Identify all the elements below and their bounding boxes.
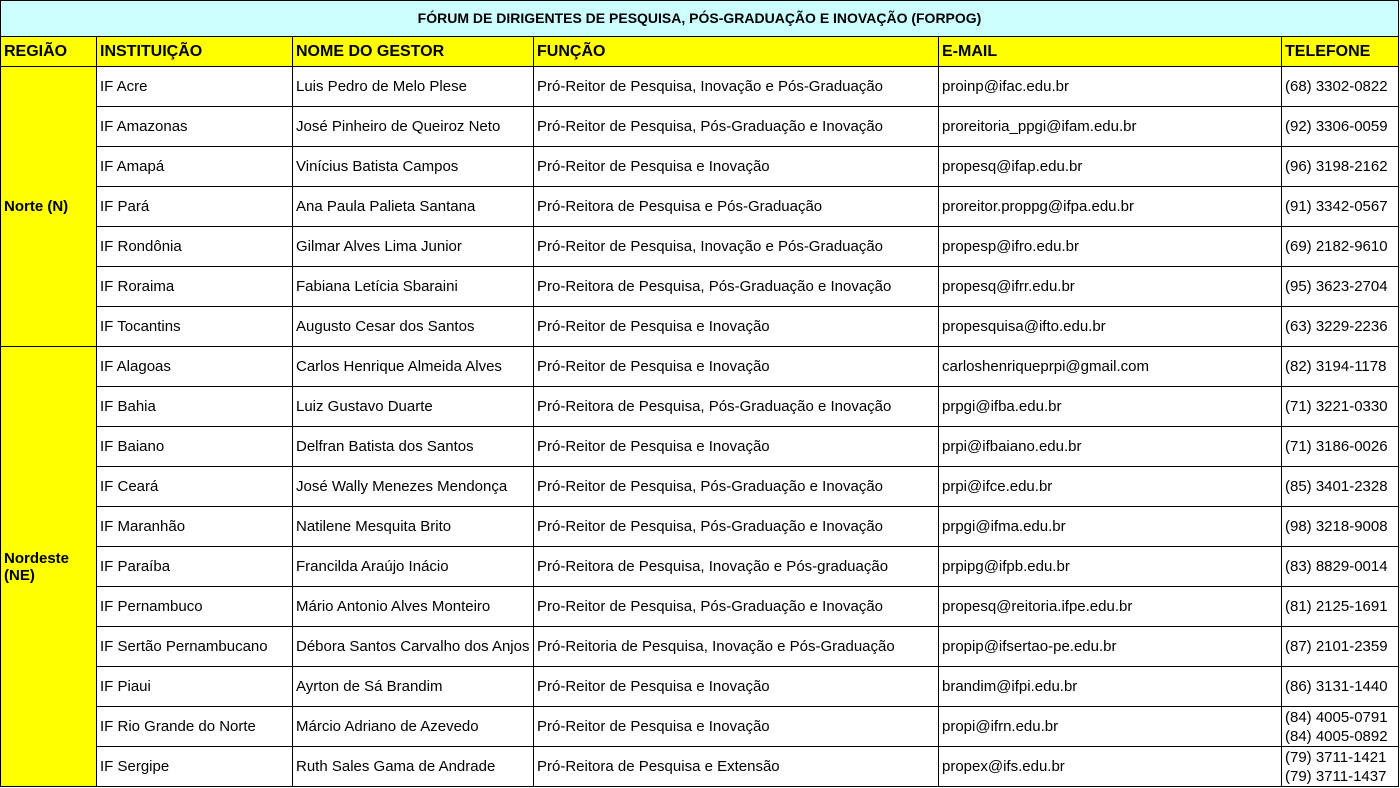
phone-number: (68) 3302-0822 bbox=[1285, 78, 1388, 95]
table-row bbox=[1, 707, 1399, 747]
function-cell[interactable]: Pró-Reitor de Pesquisa e Inovação bbox=[534, 427, 939, 467]
phone-number: (95) 3623-2704 bbox=[1285, 278, 1388, 295]
institution-cell[interactable]: IF Amazonas bbox=[97, 107, 293, 147]
table-row bbox=[1, 587, 1399, 627]
phone-cell[interactable] bbox=[1282, 707, 1399, 747]
phone-number: (98) 3218-9008 bbox=[1285, 518, 1388, 535]
manager-name-cell[interactable]: Gilmar Alves Lima Junior bbox=[293, 227, 534, 267]
institution-cell[interactable]: IF Roraima bbox=[97, 267, 293, 307]
phone-cell[interactable] bbox=[1282, 387, 1399, 427]
table-row bbox=[1, 507, 1399, 547]
email-cell[interactable]: prpipg@ifpb.edu.br bbox=[939, 547, 1282, 587]
function-cell[interactable]: Pró-Reitor de Pesquisa e Inovação bbox=[534, 147, 939, 187]
email-cell[interactable]: propesq@ifrr.edu.br bbox=[939, 267, 1282, 307]
institution-cell[interactable]: IF Amapá bbox=[97, 147, 293, 187]
manager-name-cell[interactable]: Ayrton de Sá Brandim bbox=[293, 667, 534, 707]
manager-name-cell[interactable]: Mário Antonio Alves Monteiro bbox=[293, 587, 534, 627]
header-funcao[interactable]: FUNÇÃO bbox=[534, 37, 939, 67]
phone-cell[interactable] bbox=[1282, 187, 1399, 227]
institution-cell[interactable]: IF Pernambuco bbox=[97, 587, 293, 627]
manager-name-cell[interactable]: Débora Santos Carvalho dos Anjos bbox=[293, 627, 534, 667]
function-cell[interactable]: Pró-Reitora de Pesquisa e Extensão bbox=[534, 747, 939, 787]
phone-number: (69) 2182-9610 bbox=[1285, 238, 1388, 255]
table-row bbox=[1, 627, 1399, 667]
email-cell[interactable]: propesp@ifro.edu.br bbox=[939, 227, 1282, 267]
phone-number: (84) 4005-0791 bbox=[1285, 708, 1388, 726]
manager-name-cell[interactable]: Francilda Araújo Inácio bbox=[293, 547, 534, 587]
phone-cell[interactable] bbox=[1282, 587, 1399, 627]
phone-number: (86) 3131-1440 bbox=[1285, 678, 1388, 695]
manager-name-cell[interactable]: Fabiana Letícia Sbaraini bbox=[293, 267, 534, 307]
table-body bbox=[1, 67, 1399, 787]
email-cell[interactable]: proinp@ifac.edu.br bbox=[939, 67, 1282, 107]
phone-number: (79) 3711-1421 bbox=[1285, 748, 1387, 766]
phone-number: (71) 3221-0330 bbox=[1285, 398, 1388, 415]
table-row bbox=[1, 307, 1399, 347]
table-row bbox=[1, 107, 1399, 147]
phone-number: (83) 8829-0014 bbox=[1285, 558, 1388, 575]
phone-number: (96) 3198-2162 bbox=[1285, 158, 1388, 175]
email-cell[interactable]: propesq@reitoria.ifpe.edu.br bbox=[939, 587, 1282, 627]
email-cell[interactable]: propesquisa@ifto.edu.br bbox=[939, 307, 1282, 347]
table-row bbox=[1, 267, 1399, 307]
table-row bbox=[1, 427, 1399, 467]
email-cell[interactable]: propesq@ifap.edu.br bbox=[939, 147, 1282, 187]
phone-cell[interactable] bbox=[1282, 307, 1399, 347]
email-cell[interactable]: proreitor.proppg@ifpa.edu.br bbox=[939, 187, 1282, 227]
function-cell[interactable]: Pró-Reitor de Pesquisa e Inovação bbox=[534, 307, 939, 347]
email-cell[interactable]: prpgi@ifba.edu.br bbox=[939, 387, 1282, 427]
function-cell[interactable]: Pró-Reitora de Pesquisa, Inovação e Pós-graduação bbox=[534, 547, 939, 587]
phone-number: (81) 2125-1691 bbox=[1285, 598, 1388, 615]
phone-cell[interactable] bbox=[1282, 427, 1399, 467]
manager-name-cell[interactable]: José Wally Menezes Mendonça bbox=[293, 467, 534, 507]
phone-number: (92) 3306-0059 bbox=[1285, 118, 1388, 135]
manager-name-cell[interactable]: Carlos Henrique Almeida Alves bbox=[293, 347, 534, 387]
title-row bbox=[1, 1, 1399, 37]
header-nome-do-gestor[interactable]: NOME DO GESTOR bbox=[293, 37, 534, 67]
phone-cell[interactable] bbox=[1282, 547, 1399, 587]
phone-cell[interactable] bbox=[1282, 227, 1399, 267]
email-cell[interactable]: propex@ifs.edu.br bbox=[939, 747, 1282, 787]
institution-cell[interactable]: IF Ceará bbox=[97, 467, 293, 507]
institution-cell[interactable]: IF Paraíba bbox=[97, 547, 293, 587]
table-row bbox=[1, 747, 1399, 787]
function-cell[interactable]: Pró-Reitor de Pesquisa, Pós-Graduação e Inovação bbox=[534, 467, 939, 507]
institution-cell[interactable]: IF Rondônia bbox=[97, 227, 293, 267]
institution-cell[interactable]: IF Rio Grande do Norte bbox=[97, 707, 293, 747]
phone-cell[interactable] bbox=[1282, 347, 1399, 387]
table-row bbox=[1, 147, 1399, 187]
function-cell[interactable]: Pró-Reitor de Pesquisa, Inovação e Pós-Graduação bbox=[534, 227, 939, 267]
manager-name-cell[interactable]: Augusto Cesar dos Santos bbox=[293, 307, 534, 347]
table-row bbox=[1, 467, 1399, 507]
email-cell[interactable]: proreitoria_ppgi@ifam.edu.br bbox=[939, 107, 1282, 147]
email-cell[interactable]: prpi@ifbaiano.edu.br bbox=[939, 427, 1282, 467]
function-cell[interactable]: Pró-Reitor de Pesquisa e Inovação bbox=[534, 667, 939, 707]
phone-number: (79) 3711-1437 bbox=[1285, 767, 1387, 785]
function-cell[interactable]: Pró-Reitor de Pesquisa e Inovação bbox=[534, 707, 939, 747]
function-cell[interactable]: Pró-Reitora de Pesquisa, Pós-Graduação e Inovação bbox=[534, 387, 939, 427]
page-title[interactable]: FÓRUM DE DIRIGENTES DE PESQUISA, PÓS-GRADUAÇÃO E INOVAÇÃO (FORPOG) bbox=[1, 1, 1399, 37]
function-cell[interactable]: Pró-Reitor de Pesquisa, Pós-Graduação e Inovação bbox=[534, 507, 939, 547]
header-email[interactable]: E-MAIL bbox=[939, 37, 1282, 67]
table-row bbox=[1, 67, 1399, 107]
institution-cell[interactable]: IF Bahia bbox=[97, 387, 293, 427]
table-row bbox=[1, 227, 1399, 267]
manager-name-cell[interactable]: Natilene Mesquita Brito bbox=[293, 507, 534, 547]
phone-cell[interactable] bbox=[1282, 667, 1399, 707]
email-cell[interactable]: prpi@ifce.edu.br bbox=[939, 467, 1282, 507]
header-instituicao[interactable]: INSTITUIÇÃO bbox=[97, 37, 293, 67]
email-cell[interactable]: propip@ifsertao-pe.edu.br bbox=[939, 627, 1282, 667]
institution-cell[interactable]: IF Acre bbox=[97, 67, 293, 107]
institution-cell[interactable]: IF Sertão Pernambucano bbox=[97, 627, 293, 667]
institution-cell[interactable]: IF Baiano bbox=[97, 427, 293, 467]
function-cell[interactable]: Pró-Reitora de Pesquisa e Pós-Graduação bbox=[534, 187, 939, 227]
function-cell[interactable]: Pró-Reitoria de Pesquisa, Inovação e Pós-Graduação bbox=[534, 627, 939, 667]
table-row bbox=[1, 187, 1399, 227]
phone-number: (82) 3194-1178 bbox=[1285, 358, 1387, 375]
table-row bbox=[1, 547, 1399, 587]
function-cell[interactable]: Pró-Reitor de Pesquisa, Inovação e Pós-Graduação bbox=[534, 67, 939, 107]
institution-cell[interactable]: IF Piaui bbox=[97, 667, 293, 707]
manager-name-cell[interactable]: Vinícius Batista Campos bbox=[293, 147, 534, 187]
phone-number: (87) 2101-2359 bbox=[1285, 638, 1388, 655]
manager-name-cell[interactable]: Ana Paula Palieta Santana bbox=[293, 187, 534, 227]
institution-cell[interactable]: IF Maranhão bbox=[97, 507, 293, 547]
phone-number: (84) 4005-0892 bbox=[1285, 727, 1388, 745]
manager-name-cell[interactable]: Delfran Batista dos Santos bbox=[293, 427, 534, 467]
institution-cell[interactable]: IF Sergipe bbox=[97, 747, 293, 787]
phone-cell[interactable] bbox=[1282, 267, 1399, 307]
email-cell[interactable]: carloshenriqueprpi@gmail.com bbox=[939, 347, 1282, 387]
phone-cell[interactable] bbox=[1282, 467, 1399, 507]
manager-name-cell[interactable]: Luis Pedro de Melo Plese bbox=[293, 67, 534, 107]
phone-cell[interactable] bbox=[1282, 507, 1399, 547]
header-row bbox=[1, 37, 1399, 67]
phone-number: (91) 3342-0567 bbox=[1285, 198, 1388, 215]
institution-cell[interactable]: IF Tocantins bbox=[97, 307, 293, 347]
function-cell[interactable]: Pró-Reitor de Pesquisa, Pós-Graduação e Inovação bbox=[534, 107, 939, 147]
phone-number: (63) 3229-2236 bbox=[1285, 318, 1388, 335]
email-cell[interactable]: prpgi@ifma.edu.br bbox=[939, 507, 1282, 547]
manager-name-cell[interactable]: Márcio Adriano de Azevedo bbox=[293, 707, 534, 747]
institution-cell[interactable]: IF Pará bbox=[97, 187, 293, 227]
phone-cell[interactable] bbox=[1282, 67, 1399, 107]
header-regiao[interactable]: REGIÃO bbox=[1, 37, 97, 67]
phone-number: (71) 3186-0026 bbox=[1285, 438, 1388, 455]
institution-cell[interactable]: IF Alagoas bbox=[97, 347, 293, 387]
phone-cell[interactable] bbox=[1282, 107, 1399, 147]
function-cell[interactable]: Pro-Reitor de Pesquisa, Pós-Graduação e Inovação bbox=[534, 587, 939, 627]
function-cell[interactable]: Pró-Reitor de Pesquisa e Inovação bbox=[534, 347, 939, 387]
table-row bbox=[1, 347, 1399, 387]
function-cell[interactable]: Pro-Reitora de Pesquisa, Pós-Graduação e Inovação bbox=[534, 267, 939, 307]
region-cell[interactable]: Norte (N) bbox=[1, 67, 97, 347]
phone-number: (85) 3401-2328 bbox=[1285, 478, 1388, 495]
email-cell[interactable]: propi@ifrn.edu.br bbox=[939, 707, 1282, 747]
phone-cell[interactable] bbox=[1282, 147, 1399, 187]
phone-cell[interactable] bbox=[1282, 747, 1399, 787]
phone-cell[interactable] bbox=[1282, 627, 1399, 667]
manager-name-cell[interactable]: Luiz Gustavo Duarte bbox=[293, 387, 534, 427]
header-telefone[interactable]: TELEFONE bbox=[1282, 37, 1399, 67]
region-cell[interactable]: Nordeste (NE) bbox=[1, 347, 97, 787]
manager-name-cell[interactable]: Ruth Sales Gama de Andrade bbox=[293, 747, 534, 787]
email-cell[interactable]: brandim@ifpi.edu.br bbox=[939, 667, 1282, 707]
manager-name-cell[interactable]: José Pinheiro de Queiroz Neto bbox=[293, 107, 534, 147]
table-row bbox=[1, 667, 1399, 707]
table-row bbox=[1, 387, 1399, 427]
